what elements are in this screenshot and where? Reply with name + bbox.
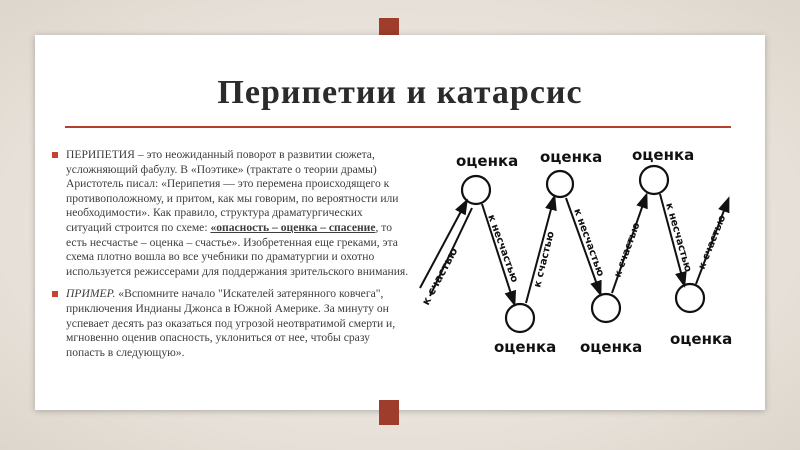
scheme-text: «опасность – оценка – спасение [210, 220, 376, 234]
bullet-marker [52, 291, 58, 297]
text-column [52, 148, 410, 368]
paragraph-text-continued: , то есть несчастье – оценка – счастье». Изобретенная еще греками, эта схема плотно вошла во все учебники по драматургии и охотно используется режиссерами для поддержания зрительского внимания. [66, 220, 409, 278]
bottom-circle-2 [592, 294, 620, 322]
bottom-label-1: оценка [494, 338, 557, 356]
paragraph-example [52, 287, 410, 360]
bottom-label-3: оценка [670, 330, 733, 348]
title-underline [65, 126, 731, 128]
top-label-3: оценка [632, 146, 695, 164]
up-label-3: к счастью [612, 221, 643, 280]
down-label-1: к несчастью [485, 213, 520, 285]
slide-title: Перипетии и катарсис [217, 74, 583, 111]
zigzag-diagram-svg [408, 138, 753, 363]
paragraph-text: – это неожиданный поворот в развитии сюжета, усложняющий фабулу. В «Поэтике» (трактате о теории драмы) Аристотель писал: «Перипетия — это перемена происходящего к противоположному, и притом, как мы говорим, по вероятности или необходимости». Как правило, структура драматургических ситуаций строится по схеме: [66, 148, 399, 234]
top-label-2: оценка [540, 148, 603, 166]
bottom-circle-3 [676, 284, 704, 312]
bullet-marker [52, 152, 58, 158]
up-label-1: к счастью [419, 245, 461, 308]
zigzag-diagram [408, 138, 753, 363]
up-label-4: к счастью [696, 213, 729, 272]
example-text: «Вспомните начало "Искателей затерянного ковчега", приключения Индианы Джонса в Южной Америке. За минуту он успевает десять раз оказаться под угрозой неотвратимой смерти и, мгновенно оценив опасность, уклониться от нее, чтобы сразу попасть в следующую». [66, 287, 396, 359]
example-term: ПРИМЕР. [66, 287, 116, 301]
top-circle-2 [547, 171, 573, 197]
top-circle-3 [640, 166, 668, 194]
bottom-label-2: оценка [580, 338, 643, 356]
top-label-1: оценка [456, 152, 519, 170]
down-label-2: к несчастью [571, 207, 606, 279]
down-label-3: к несчастью [663, 201, 694, 274]
top-circle-1 [462, 176, 490, 204]
peripeteia-term: ПЕРИПЕТИЯ [66, 148, 135, 161]
paragraph-peripeteia [52, 148, 410, 279]
bottom-accent-bar [379, 400, 399, 425]
up-label-2: к счастью [532, 230, 557, 289]
bottom-circle-1 [506, 304, 534, 332]
